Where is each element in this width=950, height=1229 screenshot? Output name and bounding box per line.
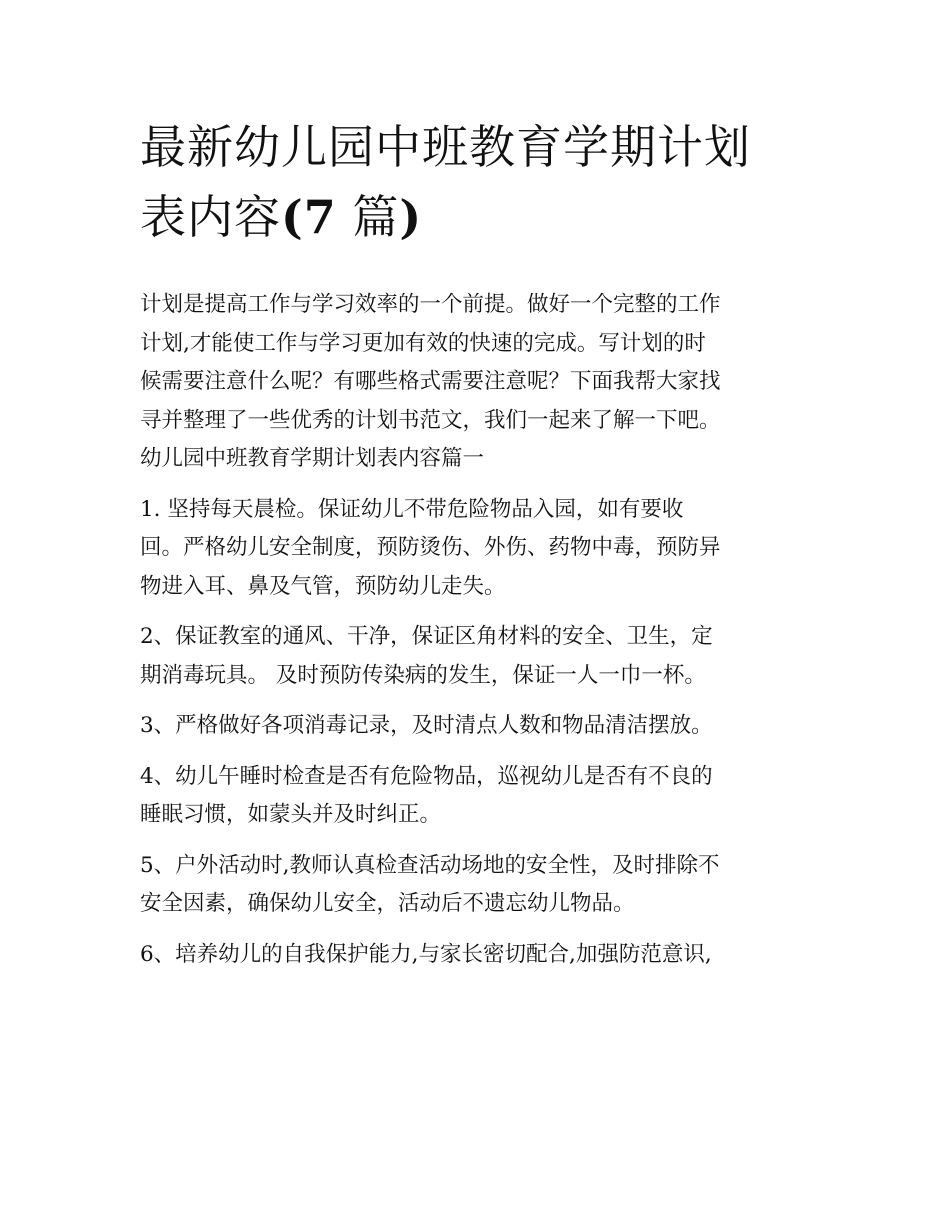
list-item-line: 4、幼儿午睡时检查是否有危险物品，巡视幼儿是否有不良的: [140, 763, 713, 789]
intro-line: 候需要注意什么呢？有哪些格式需要注意呢？下面我帮大家找: [140, 369, 721, 394]
list-item-line: 安全因素，确保幼儿安全，活动后不遗忘幼儿物品。: [140, 891, 635, 916]
list-item-line: 物进入耳、鼻及气管，预防幼儿走失。: [140, 573, 506, 599]
title-line-1: 最新幼儿园中班教育学期计划: [140, 120, 751, 174]
title-line-2-text: 表内容: [140, 190, 281, 244]
list-item: [140, 847, 830, 924]
list-item: [140, 618, 830, 695]
title-line-2: [140, 182, 830, 252]
spacer: [140, 835, 830, 847]
list-item-line: 1. 坚持每天晨检。保证幼儿不带危险物品入园，如有要收: [140, 496, 684, 522]
section-heading: [140, 440, 830, 479]
section-heading-text: 幼儿园中班教育学期计划表内容篇一: [140, 446, 485, 471]
list-item: [140, 707, 830, 746]
list-item-line: 睡眠习惯，如蒙头并及时纠正。: [140, 802, 442, 827]
list-item-line: 5、户外活动时,教师认真检查活动场地的安全性，及时排除不: [140, 852, 720, 878]
list-item: [140, 758, 830, 835]
list-item: [140, 491, 830, 607]
intro-line: 计划是提高工作与学习效率的一个前提。做好一个完整的工作: [140, 292, 721, 317]
intro-paragraph: [140, 286, 830, 440]
title-count-open: (7: [281, 190, 337, 244]
spacer: [140, 606, 830, 618]
list-item-line: 回。严格幼儿安全制度，预防烫伤、外伤、药物中毒，预防异: [140, 535, 721, 560]
list-item: [140, 936, 830, 975]
document-title: [140, 112, 830, 252]
spacer: [140, 746, 830, 758]
intro-line: 寻并整理了一些优秀的计划书范文，我们一起来了解一下吧。: [140, 407, 721, 433]
intro-line: 计划,才能使工作与学习更加有效的快速的完成。写计划的时: [140, 330, 706, 356]
list-item-line: 6、培养幼儿的自我保护能力,与家长密切配合,加强防范意识,: [140, 941, 712, 967]
document-body: [140, 286, 830, 974]
spacer: [140, 695, 830, 707]
spacer: [140, 479, 830, 491]
list-item-line: 期消毒玩具。 及时预防传染病的发生，保证一人一巾一杯。: [140, 662, 706, 688]
list-item-line: 3、严格做好各项消毒记录，及时清点人数和物品清洁摆放。: [140, 713, 713, 738]
title-count-unit: 篇: [336, 190, 400, 244]
list-item-line: 2、保证教室的通风、干净，保证区角材料的安全、卫生，定: [140, 624, 713, 649]
document-content: [140, 112, 830, 974]
spacer: [140, 924, 830, 936]
title-count-close: ): [399, 190, 423, 244]
